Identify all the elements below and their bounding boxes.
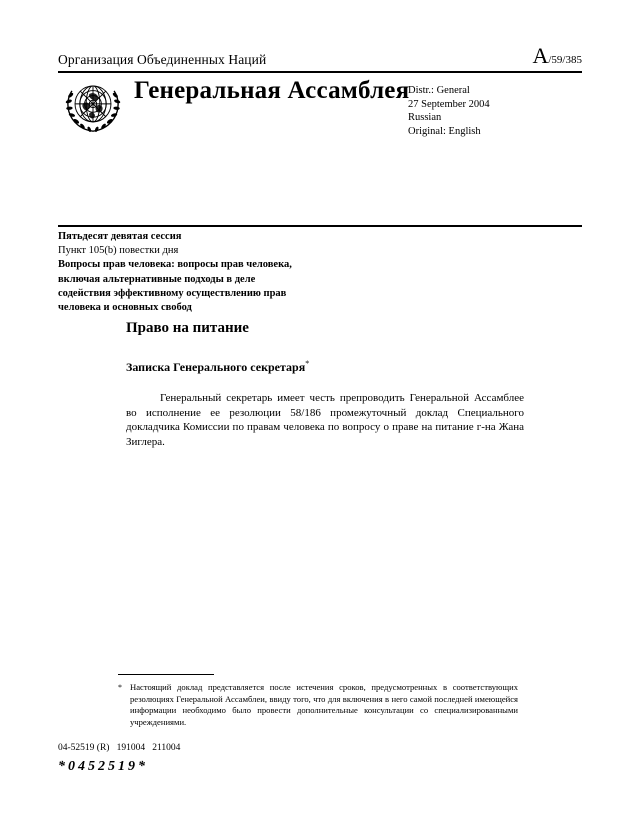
document-symbol-letter: A xyxy=(532,43,549,68)
general-assembly-title: Генеральная Ассамблея xyxy=(134,77,410,104)
distribution-original: Original: English xyxy=(408,125,481,137)
session-block xyxy=(58,230,478,315)
body-paragraph: Генеральный секретарь имеет честь препроводить Генеральной Ассамблее во исполнение ее резолюции 58/186 промежуточный доклад Специального докладчика Комиссии по правам человека по вопросу о праве на питание г-на Жана Зиглера. xyxy=(126,392,524,448)
main-content xyxy=(126,318,524,449)
footnote-marker: * xyxy=(118,683,122,692)
subtitle-text: Записка Генерального секретаря xyxy=(126,360,306,374)
session-title: Пятьдесят девятая сессия xyxy=(58,231,182,242)
agenda-topic-line-1: Вопросы прав человека: вопросы прав человека, xyxy=(58,259,292,271)
footnote xyxy=(118,682,518,728)
agenda-item: Пункт 105(b) повестки дня xyxy=(58,245,179,257)
distribution-type: Distr.: General xyxy=(408,85,470,96)
barcode-text: *0452519* xyxy=(58,759,148,774)
header-divider-top xyxy=(58,71,582,73)
footer xyxy=(58,742,458,777)
distribution-language: Russian xyxy=(408,112,442,123)
masthead xyxy=(58,43,582,68)
title-band xyxy=(58,76,582,156)
organization-name: Организация Объединенных Наций xyxy=(58,52,267,67)
agenda-topic-line-3: содействия эффективному осуществлению прав xyxy=(58,287,287,299)
footnote-text: Настоящий доклад представляется после истечения сроков, предусмотренных в соответствующих резолюциях Генеральной Ассамблеи, ввиду того, что для включения в него самой последней имеющейся информации необходимо было провести дополнительные консультации со специализированными учреждениями. xyxy=(130,682,518,727)
document-symbol xyxy=(532,43,582,68)
distribution-block xyxy=(408,84,490,138)
subtitle-footnote-marker: * xyxy=(305,359,310,368)
document-symbol-number: /59/385 xyxy=(548,54,582,66)
agenda-topic-line-4: человека и основных свобод xyxy=(58,302,192,314)
page-title: Право на питание xyxy=(126,320,249,336)
un-emblem-icon xyxy=(62,79,124,135)
organization-row xyxy=(58,43,582,68)
session-divider xyxy=(58,225,582,227)
document-code: 04-52519 (R) 191004 211004 xyxy=(58,743,181,753)
footnote-divider xyxy=(118,674,214,675)
subtitle xyxy=(126,356,524,375)
distribution-date: 27 September 2004 xyxy=(408,98,490,110)
agenda-topic-line-2: включая альтернативные подходы в деле xyxy=(58,273,256,285)
